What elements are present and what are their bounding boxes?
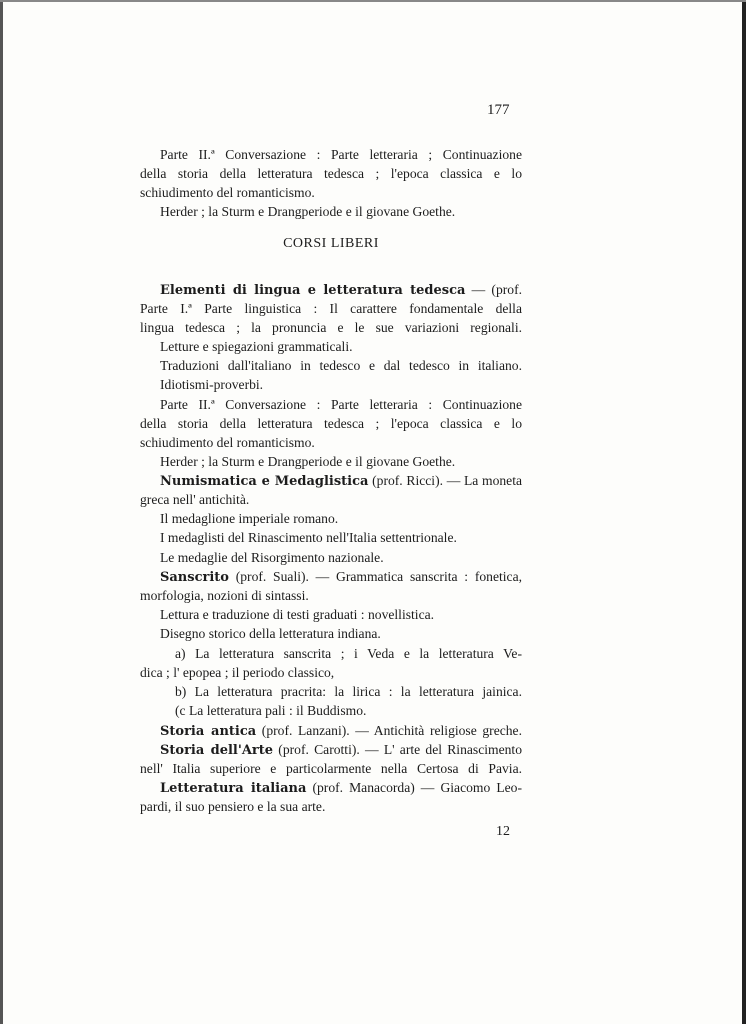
text-line xyxy=(175,683,522,701)
line-text: (prof. Manacorda) — Giacomo Leo- xyxy=(306,780,522,795)
line-text: — (prof. xyxy=(471,282,522,297)
text-line xyxy=(140,798,522,816)
scan-top-edge xyxy=(0,0,746,2)
line-text: Traduzioni dall'italiano in tedesco e dal tedesco in italiano. xyxy=(160,358,522,373)
text-line xyxy=(160,472,522,490)
text-line xyxy=(160,281,522,299)
text-line xyxy=(140,760,522,778)
course-title: Elementi di lingua e letteratura tedesca xyxy=(160,283,466,298)
line-text: morfologia, nozioni di sintassi. xyxy=(140,588,309,603)
text-line xyxy=(140,300,522,318)
course-title: Storia antica xyxy=(160,724,257,739)
text-line xyxy=(140,434,522,452)
line-text: Herder ; la Sturm e Drangperiode e il giovane Goethe. xyxy=(160,454,456,469)
text-line xyxy=(160,568,522,586)
line-text: nell' Italia superiore e particolarmente nella Certosa di Pavia. xyxy=(140,761,522,776)
signature-mark: 12 xyxy=(496,824,510,839)
text-line xyxy=(140,319,522,337)
line-text: (prof. Ricci). — La moneta xyxy=(368,473,522,488)
text-line xyxy=(160,338,522,356)
text-line xyxy=(160,357,522,375)
text-line xyxy=(140,587,522,605)
course-title: Storia dell'Arte xyxy=(160,743,274,758)
text-line xyxy=(140,491,522,509)
text-line xyxy=(160,510,522,528)
line-text: Herder ; la Sturm e Drangperiode e il giovane Goethe. xyxy=(160,204,456,219)
text-line xyxy=(160,376,522,394)
scan-right-edge xyxy=(742,0,746,1024)
text-line xyxy=(160,549,522,567)
line-text: Lettura e traduzione di testi graduati : novellistica. xyxy=(160,607,435,622)
line-text: Parte I.ª Parte linguistica : Il carattere fondamentale della xyxy=(140,301,522,316)
line-text: Disegno storico della letteratura indiana. xyxy=(160,626,381,641)
text-line xyxy=(160,741,522,759)
line-text: I medaglisti del Rinascimento nell'Italia settentrionale. xyxy=(160,530,457,545)
text-line xyxy=(160,146,522,164)
line-text: Le medaglie del Risorgimento nazionale. xyxy=(160,550,384,565)
line-text: dica ; l' epopea ; il periodo classico, xyxy=(140,665,335,680)
line-text: pardi, il suo pensiero e la sua arte. xyxy=(140,799,326,814)
line-text: Idiotismi-proverbi. xyxy=(160,377,264,392)
text-line xyxy=(160,722,522,740)
text-line xyxy=(140,664,522,682)
line-text: schiudimento del romanticismo. xyxy=(140,185,315,200)
scan-left-edge xyxy=(0,0,3,1024)
line-text: della storia della letteratura tedesca ; l'epoca classica e lo xyxy=(140,416,522,431)
line-text: (c La letteratura pali : il Buddismo. xyxy=(175,703,367,718)
course-title: Sanscrito xyxy=(160,570,229,585)
line-text: schiudimento del romanticismo. xyxy=(140,435,315,450)
line-text: (prof. Lanzani). — Antichità religiose greche. xyxy=(256,723,522,738)
line-text: Parte II.ª Conversazione : Parte letteraria : Continuazione xyxy=(160,397,522,412)
line-text: (prof. Suali). — Grammatica sanscrita : fonetica, xyxy=(228,569,522,584)
text-line xyxy=(140,165,522,183)
text-line xyxy=(140,415,522,433)
course-title: Numismatica e Medaglistica xyxy=(160,474,369,489)
course-title: Letteratura italiana xyxy=(160,781,307,796)
line-text: b) La letteratura pracrita: la lirica : la letteratura jainica. xyxy=(175,684,522,699)
line-text: della storia della letteratura tedesca ; l'epoca classica e lo xyxy=(140,166,522,181)
line-text: greca nell' antichità. xyxy=(140,492,250,507)
text-line xyxy=(160,453,522,471)
section-heading: CORSI LIBERI xyxy=(283,236,379,251)
text-line xyxy=(175,645,522,663)
text-line xyxy=(140,184,522,202)
page-number: 177 xyxy=(487,102,510,118)
text-line xyxy=(160,779,522,797)
line-text: a) La letteratura sanscrita ; i Veda e la letteratura Ve- xyxy=(175,646,522,661)
line-text: Parte II.ª Conversazione : Parte letteraria ; Continuazione xyxy=(160,147,522,162)
line-text: (prof. Carotti). — L' arte del Rinascimento xyxy=(273,742,522,757)
line-text: Letture e spiegazioni grammaticali. xyxy=(160,339,353,354)
text-line xyxy=(160,529,522,547)
text-line xyxy=(160,625,522,643)
text-line xyxy=(175,702,522,720)
line-text: Il medaglione imperiale romano. xyxy=(160,511,339,526)
text-line xyxy=(160,396,522,414)
text-line xyxy=(160,203,522,221)
line-text: lingua tedesca ; la pronuncia e le sue variazioni regionali. xyxy=(140,320,522,335)
text-line xyxy=(160,606,522,624)
